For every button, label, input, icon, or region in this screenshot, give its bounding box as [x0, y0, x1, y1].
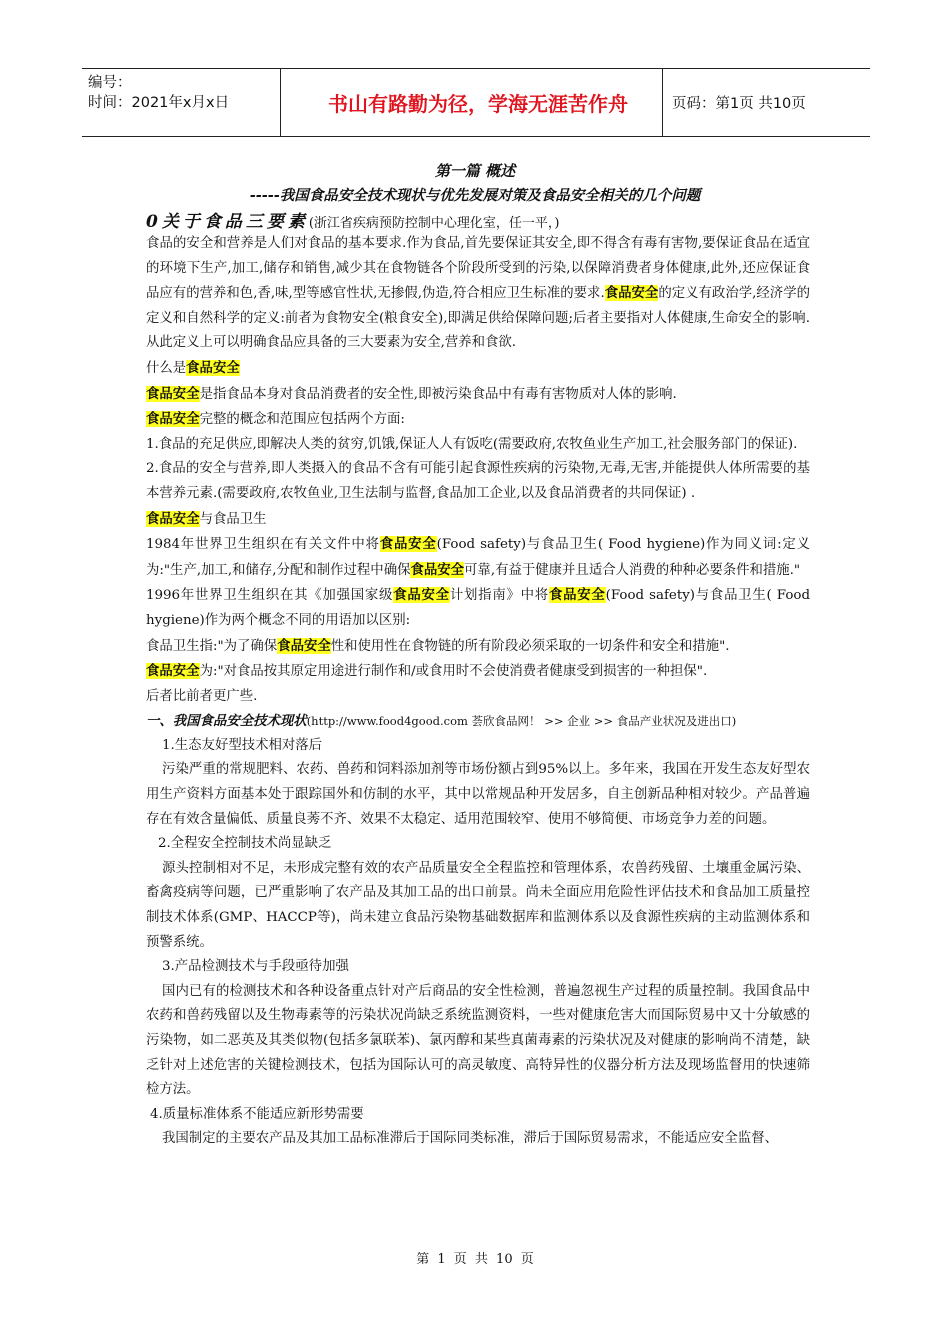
highlight-term: 食品安全	[146, 411, 200, 428]
header-divider	[280, 69, 281, 136]
paragraph: 1.食品的充足供应,即解决人类的贫穷,饥饿,保证人人有饭吃(需要政府,农牧鱼业生产加工,社会服务部门的保证).	[146, 436, 798, 452]
paragraph: 食品的安全和营养是人们对食品的基本要求.作为食品,首先要保证其安全,即不得含有毒有害物,要保证食品在适宜的环境下生产,加工,储存和销售,减少其在食物链各个阶段所受到的污染,以保障消费者身体健康,此外,还应保证食品应有的营养和色,香,味,型等感官性状,无掺假,伪造,符合相应卫生标准的要求.食品安全的定义有政治学,经济学的定义和自然科学的定义:前者为食物安全(粮食安全),即满足供给保障问题;后者主要指对人体健康,生命安全的影响.从此定义上可以明确食品应具备的三大要素为安全,营养和食欲.	[146, 236, 810, 351]
header-divider	[662, 69, 663, 136]
header-motto: 书山有路勤为径，学海无涯苦作舟	[328, 92, 628, 116]
section0-heading-line	[146, 207, 560, 232]
paragraph: 1984年世界卫生组织在有关文件中将食品安全(Food safety)与食品卫生( Food hygiene)作为同义词:定义为:"生产,加工,和储存,分配和制作过程中确保食品安全可靠,有益于健康并且适合人消费的种种必要条件和措施."	[146, 536, 811, 578]
paragraph: 食品卫生指:"为了确保食品安全性和使用性在食物链的所有阶段必须采取的一切条件和安全和措施".	[146, 637, 730, 654]
paragraph: 食品安全为:"对食品按其原定用途进行制作和/或食用时不会使消费者健康受到损害的一种担保".	[146, 663, 708, 680]
section0-heading: 0关于食品三要素	[146, 212, 309, 232]
highlight-term: 食品安全	[277, 637, 331, 654]
paragraph: 1996年世界卫生组织在其《加强国家级食品安全计划指南》中将食品安全(Food safety)与食品卫生( Food hygiene)作为两个概念不同的用语加以区别:	[146, 587, 811, 628]
highlight-term: 食品安全	[186, 359, 240, 376]
subsection-title: 2.全程安全控制技术尚显缺乏	[158, 836, 332, 852]
paragraph: 后者比前者更广些.	[146, 688, 258, 704]
page-header	[82, 68, 870, 137]
header-page-info: 页码：第1页 共10页	[672, 96, 806, 112]
section1-heading: 一、我国食品安全技术现状(http://www.food4good.com 荟欣食品网！ >> 企业 >> 食品产业状况及进出口)	[146, 713, 737, 730]
paragraph: 食品安全与食品卫生	[146, 510, 267, 527]
subsection-title: 4.质量标准体系不能适应新形势需要	[150, 1106, 364, 1122]
paragraph: 2.食品的安全与营养,即人类摄入的食品不含有可能引起食源性疾病的污染物,无毒,无害,并能提供人体所需要的基本营养元素.(需要政府,农牧鱼业,卫生法制与监督,食品加工企业,以及食品消费者的共同保证) .	[146, 461, 810, 501]
section1-source: (http://www.food4good.com 荟欣食品网！ >> 企业 >> 食品产业状况及进出口)	[306, 714, 737, 729]
time-label: 时间：2021年x月x日	[88, 95, 230, 111]
paragraph: 国内已有的检测技术和各种设备重点针对产后商品的安全性检测，普遍忽视生产过程的质量控制。我国食品中农药和兽药残留以及生物毒素等的污染状况尚缺乏系统监测资料，一些对健康危害大而国际贸易中又十分敏感的污染物，如二恶英及其类似物(包括多氯联苯)、氯丙醇和某些真菌毒素的污染状况及对健康的影响尚不清楚，缺乏针对上述危害的关键检测技术，包括为国际认可的高灵敏度、高特异性的仪器分析方法及现场监督用的快速筛检方法。	[146, 983, 810, 1098]
document-subtitle: -----我国食品安全技术现状与优先发展对策及食品安全相关的几个问题	[249, 187, 701, 204]
highlight-term: 食品安全	[146, 663, 200, 680]
document-body	[146, 232, 810, 1152]
paragraph: 食品安全完整的概念和范围应包括两个方面:	[146, 411, 405, 428]
subsection-title: 3.产品检测技术与手段亟待加强	[162, 959, 349, 975]
section0-source: (浙江省疾病预防控制中心理化室，任一平，)	[308, 216, 560, 231]
paragraph: 源头控制相对不足，未形成完整有效的农产品质量安全全程监控和管理体系，农兽药残留、土壤重金属污染、畜禽疫病等问题，已严重影响了农产品及其加工品的出口前景。尚未全面应用危险性评估技术和食品加工质量控制技术体系(GMP、HACCP等)，尚未建立食品污染物基础数据库和监测体系以及食源性疾病的主动监测体系和预警系统。	[146, 860, 810, 950]
highlight-term: 食品安全	[410, 561, 465, 578]
document-title: 第一篇 概述	[434, 162, 516, 180]
paragraph: 食品安全是指食品本身对食品消费者的安全性,即被污染食品中有毒有害物质对人体的影响.	[146, 385, 677, 402]
header-meta	[88, 73, 229, 113]
paragraph: 我国制定的主要农产品及其加工品标准滞后于国际同类标准，滞后于国际贸易需求，不能适应安全监督、	[162, 1131, 778, 1147]
paragraph: 什么是食品安全	[146, 359, 240, 376]
highlight-term: 食品安全	[146, 510, 200, 527]
number-label: 编号：	[88, 75, 132, 91]
page-footer: 第 1 页 共 10 页	[416, 1252, 534, 1267]
highlight-term: 食品安全	[379, 536, 437, 553]
highlight-term: 食品安全	[393, 587, 450, 604]
paragraph: 污染严重的常规肥料、农药、兽药和饲料添加剂等市场份额占到95%以上。多年来，我国在开发生态友好型农用生产资料方面基本处于跟踪国外和仿制的水平，其中以常规品种开发居多，自主创新品种相对较少。产品普遍存在有效含量偏低、质量良莠不齐、效果不太稳定、适用范围较窄、使用不够简便、市场竞争力差的问题。	[146, 762, 810, 827]
highlight-term: 食品安全	[604, 285, 659, 302]
highlight-term: 食品安全	[146, 385, 200, 402]
subsection-title: 1.生态友好型技术相对落后	[162, 737, 323, 753]
highlight-term: 食品安全	[548, 587, 606, 604]
